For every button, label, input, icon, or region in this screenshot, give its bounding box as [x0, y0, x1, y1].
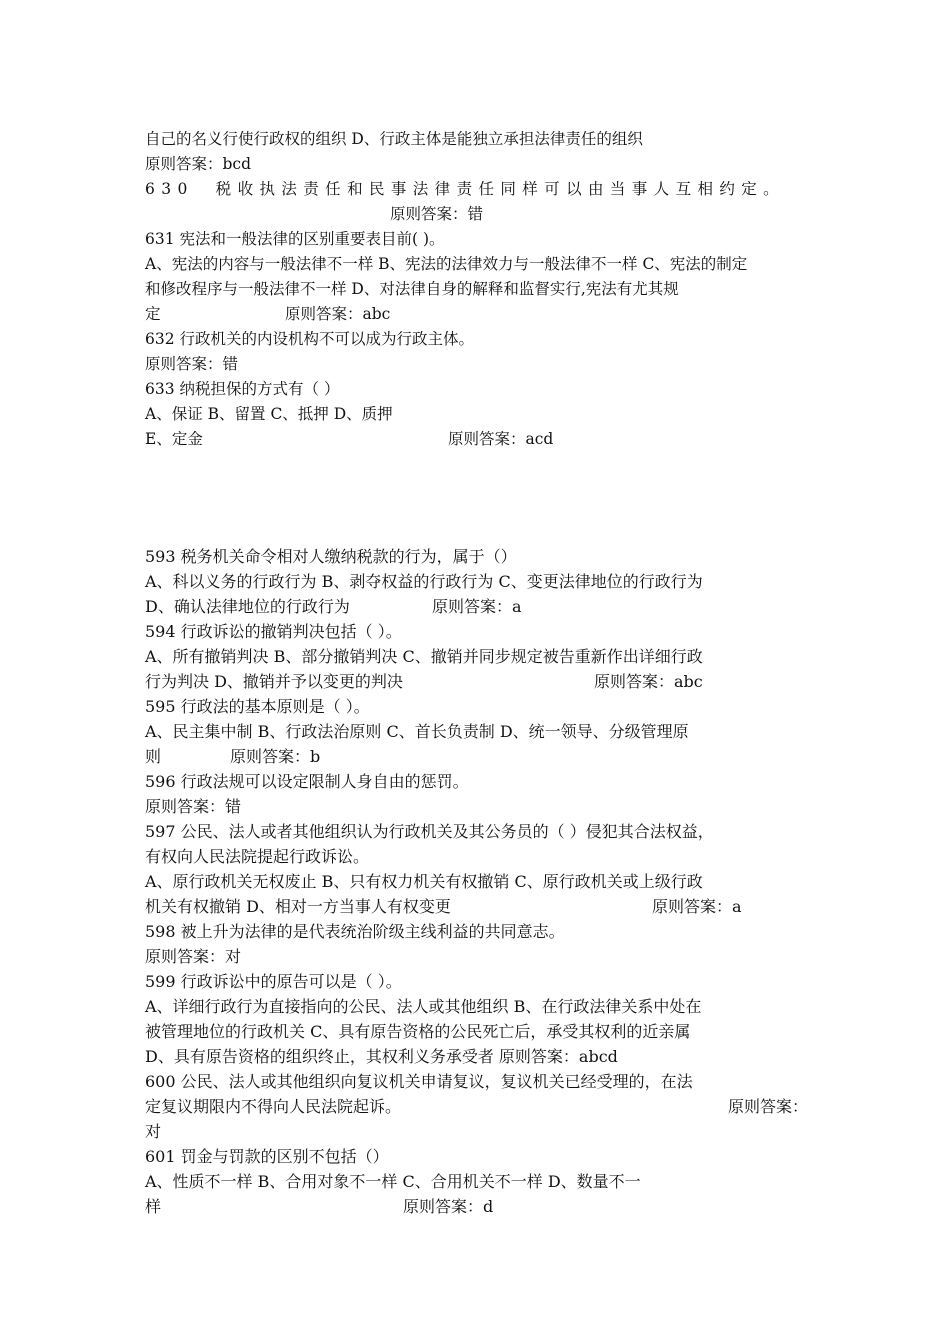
question-line [145, 769, 815, 794]
question-line [145, 227, 815, 252]
answer-text: 原则答案：对 [145, 947, 242, 966]
option-line [145, 1194, 815, 1219]
option-line [145, 644, 815, 669]
question-text: 598 被上升为法律的是代表统治阶级主线利益的共同意志。 [145, 922, 565, 941]
answer-text: 原则答案：acd [448, 430, 554, 448]
question-line [145, 544, 815, 569]
option-text: A、原行政机关无权废止 B、只有权力机关有权撤销 C、原行政机关或上级行政 [145, 872, 703, 891]
answer-line [145, 202, 815, 227]
option-line [145, 894, 815, 919]
question-text: 593 税务机关命令相对人缴纳税款的行为，属于（） [145, 547, 517, 566]
question-text: 632 行政机关的内设机构不可以成为行政主体。 [145, 330, 475, 348]
question-text: 601 罚金与罚款的区别不包括（） [145, 1147, 389, 1166]
text-span: 自己的名义行使行政权的组织 D、行政主体是能独立承担法律责任的组织 [145, 130, 643, 148]
option-line [145, 569, 815, 594]
answer-line [145, 352, 815, 377]
question-text: 594 行政诉讼的撤销判决包括（ ）。 [145, 622, 402, 641]
option-line [145, 277, 815, 302]
question-line [145, 1069, 815, 1094]
answer-text: 原则答案：abc [285, 305, 391, 323]
answer-line [145, 1119, 815, 1144]
option-text: A、详细行政行为直接指向的公民、法人或其他组织 B、在行政法律关系中处在 [145, 997, 702, 1016]
answer-text: 原则答案：a [432, 597, 522, 616]
answer-line [145, 944, 815, 969]
question-line [145, 969, 815, 994]
question-section-b [145, 544, 815, 1219]
question-text: 631 宪法和一般法律的区别重要表目前( )。 [145, 230, 445, 248]
option-text: 机关有权撤销 D、相对一方当事人有权变更 [145, 897, 451, 916]
answer-text: 原则答案：错 [145, 797, 242, 816]
answer-text: 原则答案：bcd [145, 155, 252, 173]
question-line [145, 377, 815, 402]
option-line [145, 869, 815, 894]
option-text: A、保证 B、留置 C、抵押 D、质押 [145, 405, 393, 423]
question-text: 633 纳税担保的方式有（ ） [145, 380, 340, 398]
option-line [145, 252, 815, 277]
question-line [145, 177, 815, 202]
question-text: 600 公民、法人或其他组织向复议机关申请复议，复议机关已经受理的，在法 [145, 1072, 693, 1091]
text-line [145, 127, 815, 152]
question-text: 599 行政诉讼中的原告可以是（ ）。 [145, 972, 402, 991]
option-text: 则 [145, 747, 162, 766]
answer-text: 原则答案：错 [145, 355, 239, 373]
answer-text: 原则答案：b [230, 747, 321, 766]
option-line [145, 744, 815, 769]
question-text: 有权向人民法院提起行政诉讼。 [145, 847, 370, 866]
option-text: A、性质不一样 B、合用对象不一样 C、合用机关不一样 D、数量不一 [145, 1172, 641, 1191]
option-line [145, 302, 815, 327]
answer-text: 原则答案：错 [390, 205, 484, 223]
option-text: 行为判决 D、撤销并予以变更的判决 [145, 672, 403, 691]
question-line [145, 619, 815, 644]
option-line [145, 994, 815, 1019]
answer-text: 原则答案：a [652, 897, 742, 916]
option-text: 和修改程序与一般法律不一样 D、对法律自身的解释和监督实行,宪法有尤其规 [145, 280, 679, 298]
question-line [145, 327, 815, 352]
option-line [145, 427, 815, 452]
option-line [145, 594, 815, 619]
answer-line [145, 152, 815, 177]
option-text: A、宪法的内容与一般法律不一样 B、宪法的法律效力与一般法律不一样 C、宪法的制定 [145, 255, 748, 273]
question-line [145, 694, 815, 719]
option-text: D、确认法律地位的行政行为 [145, 597, 350, 616]
question-section-a [145, 127, 815, 452]
option-text: E、定金 [145, 430, 203, 448]
answer-text: 原则答案： [728, 1097, 809, 1116]
question-line [145, 1144, 815, 1169]
question-line [145, 819, 815, 844]
answer-line [145, 794, 815, 819]
question-line [145, 919, 815, 944]
option-line [145, 1019, 815, 1044]
question-line [145, 844, 815, 869]
option-line [145, 1169, 815, 1194]
question-line [145, 1094, 815, 1119]
option-text: 定 [145, 305, 161, 323]
question-text: 597 公民、法人或者其他组织认为行政机关及其公务员的（ ）侵犯其合法权益， [145, 822, 714, 841]
question-text: 596 行政法规可以设定限制人身自由的惩罚。 [145, 772, 469, 791]
option-text: 被管理地位的行政机关 C、具有原告资格的公民死亡后，承受其权利的近亲属 [145, 1022, 691, 1041]
question-text: 595 行政法的基本原则是（ ）。 [145, 697, 370, 716]
option-text: D、具有原告资格的组织终止，其权利义务承受者 原则答案：abcd [145, 1047, 618, 1066]
answer-text: 对 [145, 1122, 162, 1141]
answer-text: 原则答案：abc [594, 672, 703, 691]
question-text: 630 税收执法责任和民事法律责任同样可以由当事人互相约定。 [145, 180, 786, 198]
question-text: 定复议期限内不得向人民法院起诉。 [145, 1097, 402, 1116]
option-line [145, 1044, 815, 1069]
option-text: A、科以义务的行政行为 B、剥夺权益的行政行为 C、变更法律地位的行政行为 [145, 572, 703, 591]
option-text: 样 [145, 1197, 162, 1216]
option-line [145, 669, 815, 694]
answer-text: 原则答案：d [403, 1197, 494, 1216]
option-text: A、民主集中制 B、行政法治原则 C、首长负责制 D、统一领导、分级管理原 [145, 722, 689, 741]
option-line [145, 402, 815, 427]
option-line [145, 719, 815, 744]
option-text: A、所有撤销判决 B、部分撤销判决 C、撤销并同步规定被告重新作出详细行政 [145, 647, 703, 666]
